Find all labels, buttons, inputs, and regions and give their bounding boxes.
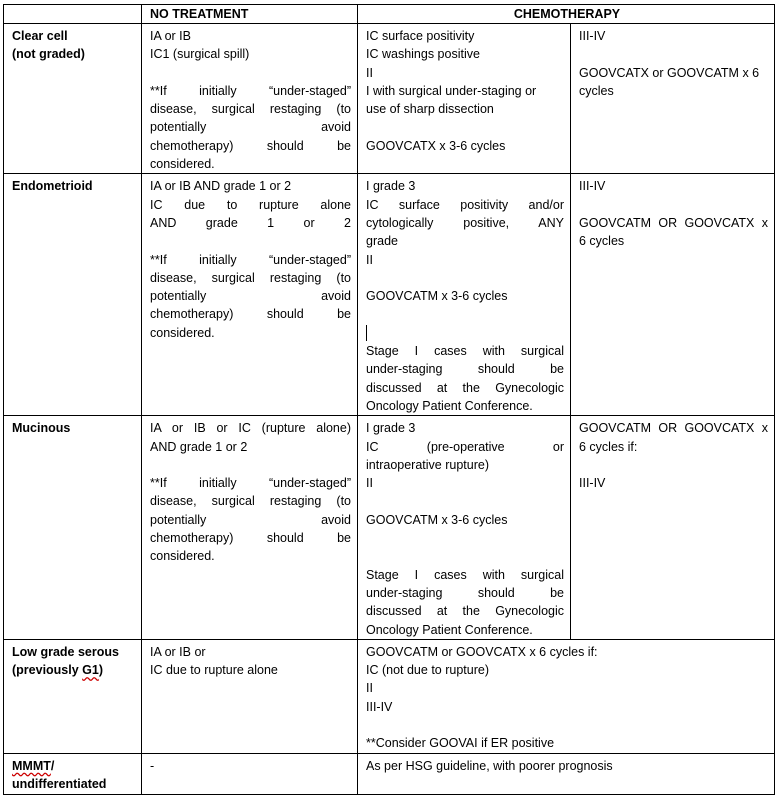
table-row-mucinous [4,416,775,640]
advanced-cell-endometrioid: III-IV GOOVCATM OR GOOVCATX x 6 cycles [571,174,775,416]
spellcheck-word: MMMT [12,758,51,773]
chemo-cell-clear-cell: IC surface positivity IC washings positive II I with surgical under-staging or use of sharp dissection GOOVCATX x 3-6 cycles [358,24,571,174]
chemo-cell-low-grade-serous: GOOVCATM or GOOVCATX x 6 cycles if: IC (not due to rupture) II III-IV **Consider GOOVAI if ER positive [358,639,775,753]
no-treatment-cell-endometrioid: IA or IB AND grade 1 or 2 IC due to rupture alone AND grade 1 or 2 **If initially “under-staged” disease, surgical restaging (to potentially avoid chemotherapy) should be considered. [142,174,358,416]
table-row-endometrioid [4,174,775,416]
spellcheck-word: G1 [82,663,99,678]
header-chemotherapy: CHEMOTHERAPY [358,5,775,24]
chemo-cell-mucinous: I grade 3 IC (pre-operative or intraoperative rupture) II GOOVCATM x 3-6 cycles Stage I cases with surgical under-staging should be discussed at the Gynecologic Oncology Patient Conference. [358,416,571,640]
treatment-table [3,4,775,795]
advanced-cell-mucinous: GOOVCATM OR GOOVCATX x 6 cycles if: III-IV [571,416,775,640]
header-row [4,5,775,24]
table-row-clear-cell [4,24,775,174]
row-label-endometrioid: Endometrioid [4,174,142,416]
no-treatment-cell-mmmt: - [142,753,358,794]
chemo-cell-mmmt: As per HSG guideline, with poorer prognosis [358,753,775,794]
header-blank-cell [4,5,142,24]
chemo-cell-endometrioid: I grade 3 IC surface positivity and/or cytologically positive, ANY grade II GOOVCATM x 3-6 cycles Stage I cases with surgical under-staging should be discussed at the Gynecologic Oncology Patient Conference. [358,174,571,416]
no-treatment-cell-mucinous: IA or IB or IC (rupture alone) AND grade 1 or 2 **If initially “under-staged” disease, surgical restaging (to potentially avoid chemotherapy) should be considered. [142,416,358,640]
header-no-treatment: NO TREATMENT [142,5,358,24]
table-row-low-grade-serous [4,639,775,753]
no-treatment-cell-low-grade-serous: IA or IB or IC due to rupture alone [142,639,358,753]
row-label-mucinous: Mucinous [4,416,142,640]
row-label-low-grade-serous: Low grade serous (previously G1) [4,639,142,753]
text-cursor [366,324,564,342]
advanced-cell-clear-cell: III-IV GOOVCATX or GOOVCATM x 6 cycles [571,24,775,174]
row-label-mmmt: MMMT/ undifferentiated [4,753,142,794]
table-row-mmmt [4,753,775,794]
no-treatment-cell-clear-cell: IA or IB IC1 (surgical spill) **If initially “under-staged” disease, surgical restaging (to potentially avoid chemotherapy) should be considered. [142,24,358,174]
row-label-clear-cell: Clear cell (not graded) [4,24,142,174]
